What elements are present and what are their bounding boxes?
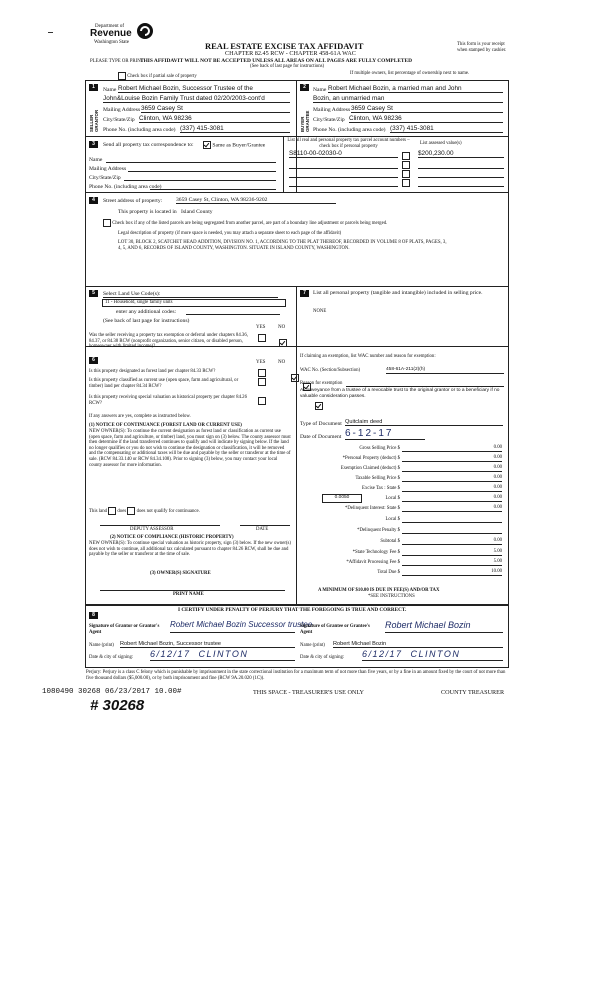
local-label: Local $: [385, 496, 400, 501]
q4-no-checkbox[interactable]: [315, 402, 323, 410]
tax-phone-field[interactable]: [150, 189, 276, 190]
seller-name-field[interactable]: Robert Michael Bozin, Successor Trustee of the: [118, 85, 290, 93]
doc-type-field[interactable]: Quitclaim deed: [345, 419, 503, 426]
tax-city-label: City/State/Zip: [89, 175, 121, 181]
county-treasurer-label: COUNTY TREASURER: [441, 689, 505, 696]
grantee-signature-field[interactable]: Robert Michael Bozin: [385, 618, 503, 633]
q2-no-checkbox[interactable]: [291, 374, 299, 382]
exemption-claimed-label: Exemption Claimed (deduct) $: [340, 466, 400, 471]
q4-yes-checkbox[interactable]: [258, 397, 266, 405]
buyer-city-label: City/State/Zip: [313, 117, 345, 123]
question-forest: Is this property designated as forest land per chapter 84.33 RCW?: [89, 369, 216, 374]
tax-phone-label: Phone No. (including area code): [89, 184, 162, 190]
section-1-number: 1: [89, 84, 98, 91]
land-qualify-row: [89, 507, 200, 515]
parcel-field-3[interactable]: [289, 177, 398, 178]
partial-sale-row: [118, 72, 197, 80]
assessor-date-label: DATE: [256, 527, 269, 532]
seller-phone-field[interactable]: (337) 415-3081: [180, 125, 290, 133]
section-4-number: 4: [89, 197, 98, 204]
section-2-number: 2: [300, 84, 309, 91]
see-instructions-note: *SEE INSTRUCTIONS: [368, 594, 415, 599]
section-6-number: 6: [89, 357, 98, 364]
grantor-signature-field[interactable]: Robert Michael Bozin Successor trustee: [170, 618, 295, 633]
local-rate-box[interactable]: 0.0050: [322, 494, 362, 503]
recording-stamp: 1080490 30268 06/23/2017 10.00#: [42, 688, 182, 696]
notice-compliance-title: (2) NOTICE OF COMPLIANCE (HISTORIC PROPERTY): [110, 535, 234, 540]
print-note: PLEASE TYPE OR PRINT: [90, 59, 144, 64]
grantee-name-field[interactable]: Robert Michael Bozin: [333, 641, 503, 648]
seller-name-label: Name: [103, 87, 117, 93]
minimum-note: A MINIMUM OF $10.00 IS DUE IN FEE(S) AND/OR TAX: [318, 588, 440, 593]
seller-name-field-2[interactable]: John&Louise Bozin Family Trust dated 02/20/2003-cont'd: [103, 95, 290, 103]
tax-name-field[interactable]: [106, 162, 276, 163]
assessed-field-4[interactable]: [418, 186, 504, 187]
q1-yes-checkbox[interactable]: [258, 334, 266, 342]
tax-city-field[interactable]: [124, 180, 276, 181]
processing-fee-field[interactable]: 5.00: [402, 559, 502, 566]
segregated-checkbox[interactable]: [103, 219, 111, 227]
receipt-note-2: when stamped by cashier.: [457, 48, 507, 53]
tech-fee-field[interactable]: 5.00: [402, 549, 502, 556]
exemption-claimed-field[interactable]: 0.00: [402, 465, 502, 472]
agency-line1: Department of: [95, 24, 125, 29]
seller-city-field[interactable]: Clinton, WA 98236: [139, 115, 290, 123]
parcel-header: List all real and personal property tax parcel account numbers – check box if personal property: [287, 138, 410, 149]
section-7-number: 7: [300, 290, 309, 297]
certify-statement: I CERTIFY UNDER PENALTY OF PERJURY THAT THE FOREGOING IS TRUE AND CORRECT.: [178, 607, 407, 613]
personal-property-checkbox-3[interactable]: [402, 170, 410, 178]
subtotal-field[interactable]: 0.00: [402, 538, 502, 545]
same-as-buyer-checkbox[interactable]: [203, 141, 211, 149]
land-use-label: Select Land Use Code(s):: [103, 291, 278, 298]
grantor-name-field[interactable]: Robert Michael Bozin, Successor trustee: [120, 641, 295, 648]
receipt-note-1: This form is your receipt: [457, 42, 505, 47]
processing-fee-label: *Affidavit Processing Fee $: [346, 560, 400, 565]
form-chapter: CHAPTER 82.45 RCW - CHAPTER 458-61A WAC: [225, 50, 356, 57]
personal-property-checkbox-4[interactable]: [402, 179, 410, 187]
scan-mark: [48, 32, 53, 33]
form-warning: THIS AFFIDAVIT WILL NOT BE ACCEPTED UNLESS ALL AREAS ON ALL PAGES ARE FULLY COMPLETED: [140, 58, 413, 64]
grantor-date-field[interactable]: 6/12/17 CLINTON: [150, 649, 295, 661]
seller-mailing-field[interactable]: 3659 Casey St: [141, 105, 290, 113]
buyer-name-field[interactable]: Robert Michael Bozin, a married man and John: [328, 85, 503, 93]
yes-header-2: YES: [256, 360, 266, 365]
does-not-checkbox[interactable]: [127, 507, 135, 515]
does-label: does: [117, 509, 127, 515]
grantor-signature-label: Signature of Grantor or Grantor's Agent: [89, 624, 160, 635]
exemption-label: If claiming an exemption, list WAC number and reason for exemption:: [300, 354, 436, 359]
deputy-assessor-label: DEPUTY ASSESSOR: [130, 527, 174, 532]
no-header-2: NO: [278, 360, 286, 365]
parcel-field-4[interactable]: [289, 186, 398, 187]
assessed-field-1[interactable]: $200,230.00: [418, 150, 504, 158]
legal-description-value[interactable]: LOT 30, BLOCK 2, SCATCHET HEAD ADDITION, DIVISION NO. 1, ACCORDING TO THE PLAT THEREOF, RECORDED IN VOLUME 8 OF PLATS, PAGES, 3, 4, 5, AND 6, RECORDS OF ISLAND COUNTY, WASHINGTON. SITUATE IN ISLAND COUNTY, WASHINGTON.: [118, 240, 447, 251]
buyer-side-label: BUYER GRANTEE: [300, 110, 310, 132]
if-yes-note: If any answers are yes, complete as instructed below.: [89, 414, 191, 419]
legal-description-label: Legal description of property (if more space is needed, you may attach a separate sheet to each page of the affidavit): [118, 231, 342, 236]
grantee-name-label: Name (print): [300, 643, 325, 648]
wac-label: WAC No. (Section/Subsection): [300, 368, 361, 373]
grantee-signature-label: Signature of Grantee or Grantee's Agent: [300, 624, 370, 635]
q2-yes-checkbox[interactable]: [258, 369, 266, 377]
no-header-1: NO: [278, 325, 286, 330]
street-address-label: Street address of property:: [103, 198, 163, 204]
assessor-date-line[interactable]: [240, 525, 290, 526]
interest-state-label: *Delinquent Interest: State $: [344, 506, 400, 511]
taxable-field[interactable]: 0.00: [402, 475, 502, 482]
print-name-line[interactable]: [100, 590, 285, 591]
grantee-date-field[interactable]: 6/12/17 CLINTON: [362, 649, 503, 661]
same-as-buyer-label: Same as Buyer/Grantee: [212, 142, 266, 149]
buyer-mailing-field[interactable]: 3659 Casey St: [351, 105, 503, 113]
interest-local-label: Local $: [385, 517, 400, 522]
penalty-field[interactable]: [402, 533, 502, 534]
instructions-note: (See back of last page for instructions): [250, 64, 325, 69]
excise-state-label: Excise Tax : State $: [362, 486, 400, 491]
buyer-phone-field[interactable]: (337) 415-3081: [390, 125, 503, 133]
does-checkbox[interactable]: [108, 507, 116, 515]
subtotal-label: Subtotal $: [380, 539, 400, 544]
doc-date-label: Date of Document: [300, 434, 342, 440]
dor-swirl-icon: [136, 22, 154, 40]
personal-property-checkbox-2[interactable]: [402, 161, 410, 169]
penalty-label: *Delinquent Penalty $: [357, 528, 400, 533]
personal-property-value[interactable]: NONE: [313, 309, 327, 314]
land-use-select[interactable]: 11 - Household, single family units: [102, 299, 286, 307]
dor-logo: [90, 22, 160, 48]
perjury-note: Perjury: Perjury is a class C felony which is punishable by imprisonment in the state correctional institution for a maximum term of not more than five years, or by a fine in an amount fixed by the court of not more than five thousand dollars ($5,000.00), or by both imprisonment and fine (RCW 9A.20.020 (1C)).: [86, 670, 506, 681]
parcel-field-2[interactable]: [289, 168, 398, 169]
doc-date-field[interactable]: 6-12-17: [345, 428, 425, 440]
tech-fee-label: *State Technology Fee $: [352, 550, 400, 555]
gross-label: Gross Selling Price $: [359, 446, 400, 451]
notice-continuance-title: (1) NOTICE OF CONTINUANCE (FOREST LAND OR CURRENT USE): [89, 423, 242, 428]
buyer-phone-label: Phone No. (including area code): [313, 127, 386, 133]
land-label: This land: [89, 509, 107, 515]
q1-no-checkbox[interactable]: [279, 339, 287, 347]
personal-deduct-label: *Personal Property (deduct) $: [342, 456, 400, 461]
reason-line: [346, 386, 504, 387]
partial-sale-checkbox[interactable]: [118, 72, 126, 80]
see-back-note: (See back of last page for instructions): [103, 318, 190, 324]
buyer-mailing-label: Mailing Address: [313, 107, 351, 113]
segregated-row: [103, 219, 387, 227]
seller-phone-label: Phone No. (including area code): [103, 127, 176, 133]
reason-field[interactable]: A conveyance from a trustee of a revocable trust to the original grantor or to a beneficiary if no valuable consideration passes.: [300, 388, 500, 399]
street-address-field[interactable]: 3659 Casey St, Clinton, WA 98236-9202: [176, 197, 336, 204]
gross-field[interactable]: 0.00: [402, 445, 502, 452]
local-field[interactable]: 0.00: [402, 495, 502, 502]
assessed-header: List assessed value(s): [420, 141, 462, 146]
yes-header-1: YES: [256, 325, 266, 330]
grantor-date-label: Date & city of signing:: [89, 655, 134, 660]
section-5-number: 5: [89, 290, 98, 297]
send-correspondence-label: Send all property tax correspondence to:: [103, 142, 194, 148]
tax-mailing-label: Mailing Address: [89, 166, 127, 172]
notice-continuance-body: NEW OWNER(S): To continue the current designation as forest land or classification as current use (open space, farm and agriculture, or timber) land, you must sign on (3) below. The county assessor must then determine if the land transferred continues to qualify and will indicate by signing below. If the land no longer qualifies or you do not wish to continue the designation or classification, it will be removed and the compensating or additional taxes will be due and payable by the seller or transferor at the time of sale. (RCW 84.33.140 or RCW 84.34.108). Prior to signing (3) below, you may contact your local county assessor for more information.: [89, 429, 291, 468]
wac-field[interactable]: 458-61A-211(2)(h): [386, 367, 504, 374]
buyer-city-field[interactable]: Clinton, WA 98236: [349, 115, 503, 123]
excise-state-field[interactable]: 0.00: [402, 485, 502, 492]
notice-compliance-body: NEW OWNER(S): To continue special valuation as historic property, sign (3) below. If the new owner(s) does not wish to continue, all additional tax calculated pursuant to chapter 84.26 RCW, shall be due and payable by the seller or transferor at the time of sale.: [89, 541, 292, 558]
deputy-assessor-line[interactable]: [100, 525, 220, 526]
print-name-label: PRINT NAME: [173, 592, 204, 597]
section-8-number: 8: [89, 612, 98, 619]
same-as-buyer-row: [203, 141, 265, 149]
reason-label: Reason for exemption: [300, 381, 343, 386]
buyer-name-label: Name: [313, 87, 327, 93]
parcel-field-1[interactable]: S8110-00-02030-0: [289, 150, 398, 158]
assessed-field-3[interactable]: [418, 177, 504, 178]
personal-property-label: List all personal property (tangible and intangible) included in selling price.: [313, 290, 483, 296]
question-historic: Is this property receiving special valuation as historical property per chapter 84.26 RCW?: [89, 395, 247, 406]
total-label: Total Due $: [377, 570, 400, 575]
agency-line3: Washington State: [94, 40, 130, 45]
interest-local-field[interactable]: [402, 522, 502, 523]
additional-codes-label: enter any additional codes:: [116, 309, 177, 315]
tax-mailing-field[interactable]: [128, 171, 276, 172]
segregated-label: Check box if any of the listed parcels are being segregated from another parcel, are part of a boundary line adjustment or parcels being merged.: [112, 221, 388, 227]
grantor-name-label: Name (print): [89, 643, 114, 648]
total-field[interactable]: 10.00: [402, 569, 502, 576]
seller-city-label: City/State/Zip: [103, 117, 135, 123]
partial-sale-label: Check box if partial sale of property: [127, 74, 197, 80]
seller-side-label: SELLER GRANTOR: [89, 109, 99, 132]
doc-type-label: Type of Document: [300, 421, 342, 427]
buyer-name-field-2[interactable]: Bozin, an unmarried man: [313, 95, 503, 103]
tax-name-label: Name: [89, 157, 103, 163]
owner-signature-label: (3) OWNER(S) SIGNATURE: [150, 571, 211, 576]
assessed-field-2[interactable]: [418, 168, 504, 169]
question-current-use: Is this property classified as current use (open space, farm and agricultural, or timber) land per chapter 84.34 RCW?: [89, 378, 239, 389]
q3-yes-checkbox[interactable]: [258, 378, 266, 386]
handwritten-number: # 30268: [90, 697, 145, 714]
form-title: REAL ESTATE EXCISE TAX AFFIDAVIT: [205, 41, 364, 51]
interest-state-field[interactable]: 0.00: [402, 505, 502, 512]
additional-codes-field[interactable]: [186, 314, 280, 315]
located-label: This property is located in: [118, 209, 177, 215]
located-value[interactable]: Island County: [181, 209, 213, 215]
multiple-owners-note: If multiple owners, list percentage of ownership next to name.: [350, 71, 470, 76]
question-exemption: Was the seller receiving a property tax exemption or deferral under chapters 84.36, 84.37, or 84.38 RCW (nonprofit organization, senior citizen, or disabled person, homeowner with limited income)?: [89, 333, 248, 350]
agency-line2: Revenue: [90, 28, 132, 39]
grantee-date-label: Date & city of signing:: [300, 655, 345, 660]
seller-mailing-label: Mailing Address: [103, 107, 141, 113]
personal-deduct-field[interactable]: 0.00: [402, 455, 502, 462]
personal-property-checkbox-1[interactable]: [402, 152, 410, 160]
section-3-number: 3: [89, 141, 98, 148]
treasurer-space-label: THIS SPACE - TREASURER'S USE ONLY: [253, 689, 365, 696]
taxable-label: Taxable Selling Price $: [355, 476, 400, 481]
does-not-label: does not qualify for continuance.: [136, 509, 200, 515]
